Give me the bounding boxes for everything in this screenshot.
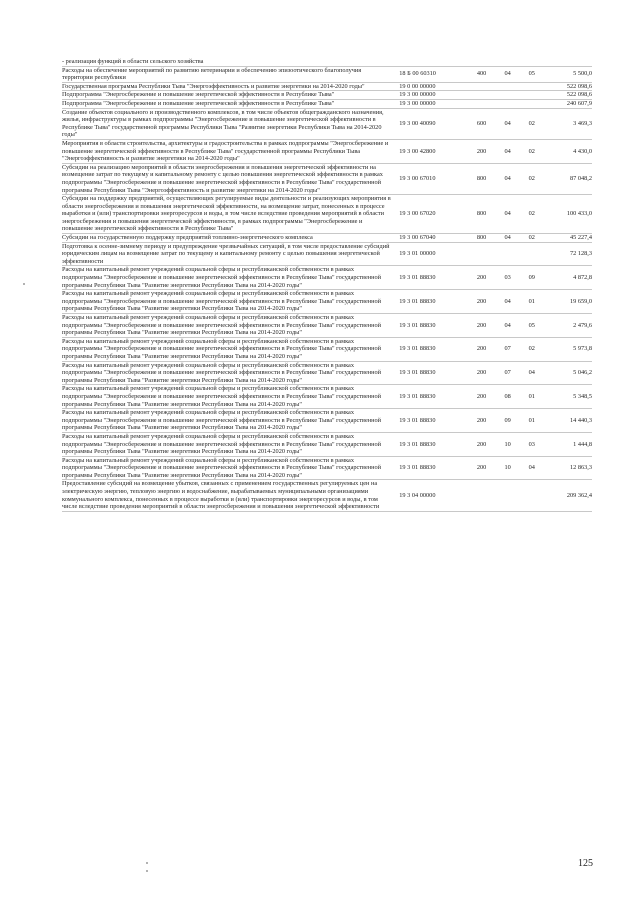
table-row <box>62 66 592 82</box>
row-expense-type: 800 <box>468 195 496 234</box>
row-amount: 72 128,3 <box>544 242 592 266</box>
row-description: Расходы на капитальный ремонт учреждений социальной сферы и республиканской собственности в рамках подпрограммы "Энергосбережение и повышение энергетической эффективности в Республике Тыва" государственной программы Республики Тыва "Развитие энергетики Республики Тыва на 2014-2020 годы" <box>62 432 399 456</box>
row-expense-type: 800 <box>468 234 496 243</box>
row-section: 10 <box>496 432 520 456</box>
row-amount: 100 433,0 <box>544 195 592 234</box>
table-row <box>62 163 592 194</box>
row-expense-type: 200 <box>468 337 496 361</box>
table-row <box>62 108 592 139</box>
row-subsection: 04 <box>520 361 544 385</box>
row-amount: 522 098,6 <box>544 91 592 100</box>
row-description: Мероприятия в области строительства, архитектуры и градостроительства в рамках подпрограммы "Энергосбережение и повышение энергетической эффективности в Республике Тыва" государственной программы Республики Тыва "Энергоэффективность и развитие энергетики на 2014-2020 годы" <box>62 139 399 163</box>
row-amount: 5 046,2 <box>544 361 592 385</box>
row-code <box>399 58 467 66</box>
row-subsection <box>520 242 544 266</box>
row-section: 04 <box>496 314 520 338</box>
row-section: 04 <box>496 290 520 314</box>
row-description: Субсидии на поддержку предприятий, осуществляющих регулируемые виды деятельности и реализующих мероприятия в области энергосбережения и повышения энергетической эффективности, на возмещение затрат, понесенных в процессе выработки и (или) транспортировки энергоресурсов и воды, в том числе вследствие проведения мероприятий в области энергосбережения и повышения энергетической эффективности, в рамках подпрограммы "Энергосбережение и повышение энергетической эффективности в Республике Тыва" <box>62 195 399 234</box>
row-subsection: 05 <box>520 314 544 338</box>
table-row <box>62 82 592 91</box>
row-expense-type: 600 <box>468 108 496 139</box>
row-section: 09 <box>496 409 520 433</box>
table-row <box>62 139 592 163</box>
table-row <box>62 337 592 361</box>
row-section: 10 <box>496 456 520 480</box>
row-section: 04 <box>496 195 520 234</box>
row-subsection: 01 <box>520 409 544 433</box>
table-row <box>62 242 592 266</box>
row-expense-type: 200 <box>468 139 496 163</box>
budget-table <box>62 58 592 512</box>
row-expense-type <box>468 58 496 66</box>
row-description: Предоставление субсидий на возмещение убытков, связанных с применением государственных регулируемых цен на электрическую энергию, тепловую энергию и водоснабжение, вырабатываемых муниципальными организациями коммунального комплекса, понесенных в процессе выработки и (или) транспортировки энергоресурсов и воды, в том числе вследствие проведения мероприятий в области энергосбережения и повышения энергетической эффективности <box>62 480 399 511</box>
row-code: 19 3 01 88830 <box>399 314 467 338</box>
table-row <box>62 195 592 234</box>
row-amount: 522 098,6 <box>544 82 592 91</box>
row-description: Расходы на капитальный ремонт учреждений социальной сферы и республиканской собственности в рамках подпрограммы "Энергосбережение и повышение энергетической эффективности в Республике Тыва" государственной программы Республики Тыва "Развитие энергетики Республики Тыва на 2014-2020 годы" <box>62 314 399 338</box>
scan-speck <box>23 283 25 285</box>
row-expense-type: 200 <box>468 432 496 456</box>
row-description: Подпрограмма "Энергосбережение и повышение энергетической эффективности в Республике Тыва" <box>62 91 399 100</box>
row-expense-type: 200 <box>468 409 496 433</box>
row-amount: 4 430,0 <box>544 139 592 163</box>
row-amount: 87 048,2 <box>544 163 592 194</box>
row-code: 19 3 01 88830 <box>399 409 467 433</box>
row-expense-type <box>468 99 496 108</box>
row-description: Создание объектов социального и производственного комплексов, в том числе объектов общегражданского назначения, жилья, инфраструктуры в рамках подпрограммы "Энергосбережение и повышение энергетической эффективности в Республике Тыва" государственной программы Республики Тыва "Развитие энергетики Республики Тыва на 2014-2020 годы" <box>62 108 399 139</box>
row-section: 07 <box>496 337 520 361</box>
row-subsection <box>520 82 544 91</box>
row-amount: 45 227,4 <box>544 234 592 243</box>
row-subsection: 02 <box>520 195 544 234</box>
row-section: 04 <box>496 66 520 82</box>
row-subsection: 05 <box>520 66 544 82</box>
row-description: - реализация функций в области сельского хозяйства <box>62 58 399 66</box>
row-code: 19 3 01 88830 <box>399 290 467 314</box>
row-description: Расходы на капитальный ремонт учреждений социальной сферы и республиканской собственности в рамках подпрограммы "Энергосбережение и повышение энергетической эффективности в Республике Тыва" государственной программы Республики Тыва "Развитие энергетики Республики Тыва на 2014-2020 годы" <box>62 385 399 409</box>
row-code: 19 3 00 67020 <box>399 195 467 234</box>
row-amount: 5 500,0 <box>544 66 592 82</box>
row-amount: 209 362,4 <box>544 480 592 511</box>
row-amount: 240 607,9 <box>544 99 592 108</box>
row-description: Субсидии на государственную поддержку предприятий топливно-энергетического комплекса <box>62 234 399 243</box>
row-amount: 2 479,6 <box>544 314 592 338</box>
row-subsection: 09 <box>520 266 544 290</box>
row-description: Государственная программа Республики Тыва "Энергоэффективность и развитие энергетики на 2014-2020 годы" <box>62 82 399 91</box>
row-subsection: 02 <box>520 163 544 194</box>
table-row <box>62 432 592 456</box>
row-subsection <box>520 480 544 511</box>
table-row <box>62 456 592 480</box>
row-expense-type <box>468 91 496 100</box>
row-section <box>496 99 520 108</box>
row-code: 19 0 00 00000 <box>399 82 467 91</box>
row-code: 19 3 01 88830 <box>399 361 467 385</box>
row-subsection: 01 <box>520 385 544 409</box>
row-code: 19 3 00 67010 <box>399 163 467 194</box>
row-expense-type: 800 <box>468 163 496 194</box>
row-code: 19 3 00 42800 <box>399 139 467 163</box>
table-row <box>62 290 592 314</box>
row-amount: 19 659,0 <box>544 290 592 314</box>
row-amount: 5 973,8 <box>544 337 592 361</box>
row-section <box>496 58 520 66</box>
row-amount <box>544 58 592 66</box>
budget-table-body <box>62 58 592 511</box>
row-expense-type: 200 <box>468 314 496 338</box>
row-subsection: 04 <box>520 456 544 480</box>
row-subsection <box>520 99 544 108</box>
row-section <box>496 91 520 100</box>
row-description: Расходы на обеспечение мероприятий по развитию ветеринарии и обеспечению эпизоотического благополучия территории республики <box>62 66 399 82</box>
row-section: 08 <box>496 385 520 409</box>
table-row <box>62 91 592 100</box>
row-section: 04 <box>496 108 520 139</box>
row-section: 04 <box>496 234 520 243</box>
row-description: Субсидии на реализацию мероприятий в области энергосбережения и повышения энергетической эффективности на возмещение затрат по текущему и капитальному ремонту с целью повышения энергетической эффективности в рамках подпрограммы "Энергосбережение и повышение энергетической эффективности в Республике Тыва" государственной программы Республики Тыва "Энергоэффективность и развитие энергетики на 2014-2020 годы" <box>62 163 399 194</box>
row-description: Расходы на капитальный ремонт учреждений социальной сферы и республиканской собственности в рамках подпрограммы "Энергосбережение и повышение энергетической эффективности в Республике Тыва" государственной программы Республики Тыва "Развитие энергетики Республики Тыва на 2014-2020 годы" <box>62 337 399 361</box>
row-section: 04 <box>496 163 520 194</box>
row-code: 19 3 00 40090 <box>399 108 467 139</box>
row-code: 19 3 01 00000 <box>399 242 467 266</box>
table-row <box>62 409 592 433</box>
row-code: 18 Б 00 60310 <box>399 66 467 82</box>
row-code: 19 3 04 00000 <box>399 480 467 511</box>
row-code: 19 3 01 88830 <box>399 385 467 409</box>
row-subsection: 02 <box>520 108 544 139</box>
row-amount: 12 863,3 <box>544 456 592 480</box>
page-number: 125 <box>578 858 593 869</box>
row-amount: 4 872,8 <box>544 266 592 290</box>
row-code: 19 3 01 88830 <box>399 456 467 480</box>
row-amount: 14 440,3 <box>544 409 592 433</box>
row-section: 07 <box>496 361 520 385</box>
row-section: 04 <box>496 139 520 163</box>
row-code: 19 3 00 00000 <box>399 99 467 108</box>
row-expense-type: 200 <box>468 290 496 314</box>
row-subsection: 02 <box>520 139 544 163</box>
row-expense-type: 200 <box>468 266 496 290</box>
row-subsection: 02 <box>520 234 544 243</box>
row-section <box>496 480 520 511</box>
table-row <box>62 385 592 409</box>
row-subsection: 03 <box>520 432 544 456</box>
row-description: Расходы на капитальный ремонт учреждений социальной сферы и республиканской собственности в рамках подпрограммы "Энергосбережение и повышение энергетической эффективности в Республике Тыва" государственной программы Республики Тыва "Развитие энергетики Республики Тыва на 2014-2020 годы" <box>62 456 399 480</box>
row-expense-type: 200 <box>468 456 496 480</box>
row-expense-type <box>468 480 496 511</box>
table-row <box>62 99 592 108</box>
row-subsection <box>520 58 544 66</box>
row-section: 03 <box>496 266 520 290</box>
row-description: Расходы на капитальный ремонт учреждений социальной сферы и республиканской собственности в рамках подпрограммы "Энергосбережение и повышение энергетической эффективности в Республике Тыва" государственной программы Республики Тыва "Развитие энергетики Республики Тыва на 2014-2020 годы" <box>62 266 399 290</box>
row-description: Расходы на капитальный ремонт учреждений социальной сферы и республиканской собственности в рамках подпрограммы "Энергосбережение и повышение энергетической эффективности в Республике Тыва" государственной программы Республики Тыва "Развитие энергетики Республики Тыва на 2014-2020 годы" <box>62 290 399 314</box>
row-expense-type: 200 <box>468 361 496 385</box>
row-expense-type: 400 <box>468 66 496 82</box>
table-row <box>62 234 592 243</box>
row-subsection: 02 <box>520 337 544 361</box>
table-row <box>62 266 592 290</box>
row-description: Расходы на капитальный ремонт учреждений социальной сферы и республиканской собственности в рамках подпрограммы "Энергосбережение и повышение энергетической эффективности в Республике Тыва" государственной программы Республики Тыва "Развитие энергетики Республики Тыва на 2014-2020 годы" <box>62 409 399 433</box>
scan-speck <box>146 870 148 872</box>
table-row <box>62 361 592 385</box>
row-section <box>496 82 520 91</box>
row-amount: 3 469,3 <box>544 108 592 139</box>
table-row <box>62 58 592 66</box>
row-expense-type <box>468 82 496 91</box>
row-code: 19 3 00 00000 <box>399 91 467 100</box>
row-expense-type: 200 <box>468 385 496 409</box>
row-section <box>496 242 520 266</box>
row-amount: 1 444,8 <box>544 432 592 456</box>
table-row <box>62 480 592 511</box>
row-code: 19 3 01 88830 <box>399 432 467 456</box>
row-description: Подпрограмма "Энергосбережение и повышение энергетической эффективности в Республике Тыва" <box>62 99 399 108</box>
row-code: 19 3 00 67040 <box>399 234 467 243</box>
row-description: Подготовка к осенне-зимнему периоду и предупреждение чрезвычайных ситуаций, в том числе предоставление субсидий юридическим лицам на возмещение затрат по текущему и капитальному ремонту с целью повышения энергетической эффективности <box>62 242 399 266</box>
row-expense-type <box>468 242 496 266</box>
row-code: 19 3 01 88830 <box>399 337 467 361</box>
row-subsection <box>520 91 544 100</box>
row-subsection: 01 <box>520 290 544 314</box>
row-code: 19 3 01 88830 <box>399 266 467 290</box>
table-row <box>62 314 592 338</box>
row-amount: 5 348,5 <box>544 385 592 409</box>
scan-speck <box>146 862 148 864</box>
row-description: Расходы на капитальный ремонт учреждений социальной сферы и республиканской собственности в рамках подпрограммы "Энергосбережение и повышение энергетической эффективности в Республике Тыва" государственной программы Республики Тыва "Развитие энергетики Республики Тыва на 2014-2020 годы" <box>62 361 399 385</box>
